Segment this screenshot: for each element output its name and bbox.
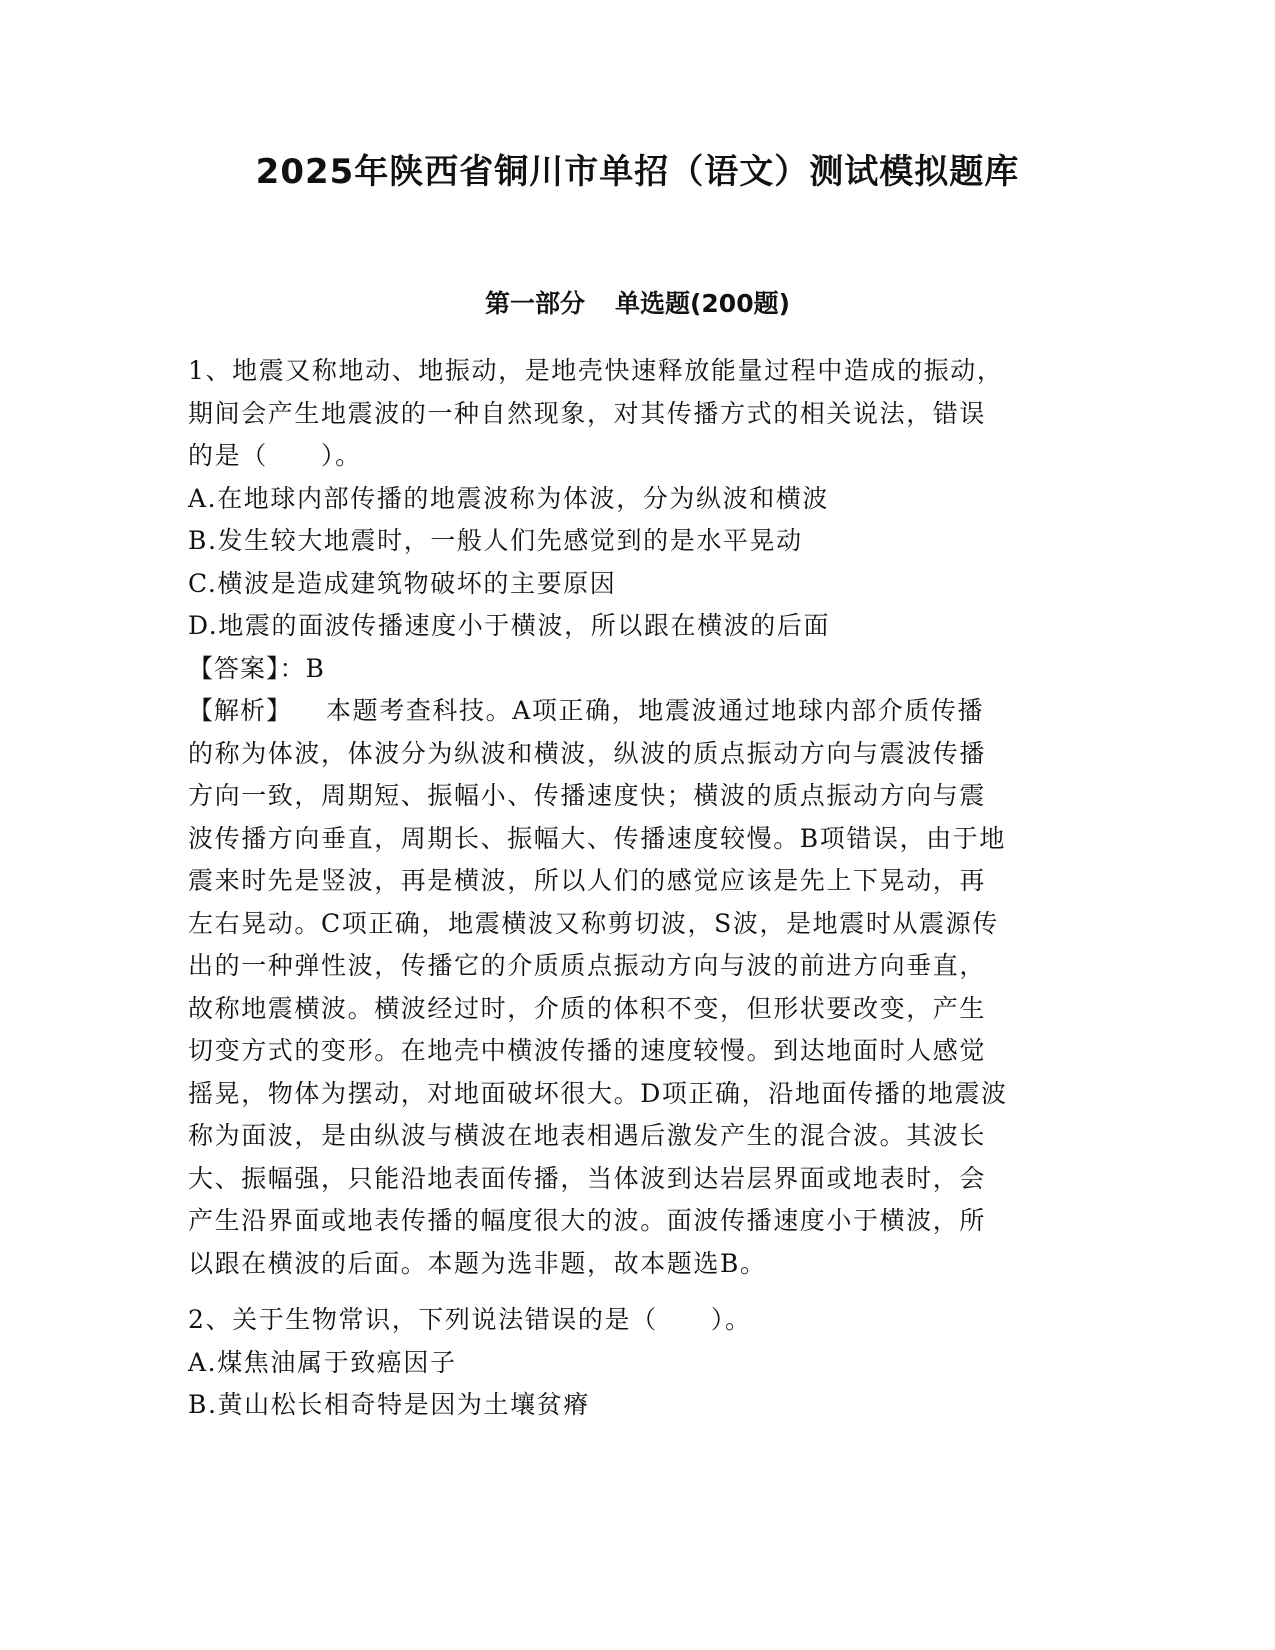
question-stem-line: 2、关于生物常识，下列说法错误的是（ ）。 xyxy=(188,1305,752,1334)
analysis-line: 方向一致，周期短、振幅小、传播速度快；横波的质点振动方向与震 xyxy=(188,781,987,810)
option-a: A.在地球内部传播的地震波称为体波，分为纵波和横波 xyxy=(188,483,830,513)
analysis-line: 大、振幅强，只能沿地表面传播，当体波到达岩层界面或地表时，会 xyxy=(188,1163,987,1193)
option-d: D.地震的面波传播速度小于横波，所以跟在横波的后面 xyxy=(188,611,831,640)
analysis-line: 摇晃，物体为摆动，对地面破坏很大。D项正确，沿地面传播的地震波 xyxy=(188,1078,1008,1108)
document-title: 2025年陕西省铜川市单招（语文）测试模拟题库 xyxy=(255,152,1020,192)
analysis-line: 波传播方向垂直，周期长、振幅大、传播速度较慢。B项错误，由于地 xyxy=(188,823,1006,853)
answer-label: 【答案】： xyxy=(188,653,306,683)
analysis-line: 称为面波，是由纵波与横波在地表相遇后激发产生的混合波。其波长 xyxy=(188,1121,987,1150)
analysis-text: 本题考查科技。A项正确，地震波通过地球内部介质传播 xyxy=(326,696,985,725)
analysis-line: 震来时先是竖波，再是横波，所以人们的感觉应该是先上下晃动，再 xyxy=(188,866,987,895)
section-title xyxy=(0,286,1275,322)
question-list xyxy=(188,350,1088,1427)
analysis-line: 左右晃动。C项正确，地震横波又称剪切波，S波，是地震时从震源传 xyxy=(188,908,999,938)
section-part: 第一部分 xyxy=(484,289,585,318)
section-name: 单选题(200题) xyxy=(614,289,791,318)
analysis-line: 以跟在横波的后面。本题为选非题，故本题选B。 xyxy=(188,1248,767,1278)
answer-value: B xyxy=(305,653,326,683)
answer-line xyxy=(188,648,1088,691)
question-2 xyxy=(188,1299,1088,1427)
option-b: B.发生较大地震时，一般人们先感觉到的是水平晃动 xyxy=(188,526,803,555)
option-b: B.黄山松长相奇特是因为土壤贫瘠 xyxy=(188,1390,590,1419)
question-stem-line: 1、地震又称地动、地振动，是地壳快速释放能量过程中造成的振动， xyxy=(188,356,1004,385)
question-stem-line: 的是（ ）。 xyxy=(188,441,362,470)
option-a: A.煤焦油属于致癌因子 xyxy=(188,1347,457,1377)
analysis-line: 的称为体波，体波分为纵波和横波，纵波的质点振动方向与震波传播 xyxy=(188,738,987,768)
analysis-line: 故称地震横波。横波经过时，介质的体积不变，但形状要改变，产生 xyxy=(188,993,987,1023)
analysis-line: 产生沿界面或地表传播的幅度很大的波。面波传播速度小于横波，所 xyxy=(188,1206,987,1235)
analysis-line: 出的一种弹性波，传播它的介质质点振动方向与波的前进方向垂直， xyxy=(188,951,987,980)
question-stem-line: 期间会产生地震波的一种自然现象，对其传播方式的相关说法，错误 xyxy=(188,398,987,428)
analysis-line xyxy=(188,690,1088,733)
analysis-line: 切变方式的变形。在地壳中横波传播的速度较慢。到达地面时人感觉 xyxy=(188,1036,987,1065)
question-1 xyxy=(188,350,1088,1285)
analysis-label: 【解析】 xyxy=(188,696,293,725)
option-c: C.横波是造成建筑物破坏的主要原因 xyxy=(188,568,617,598)
